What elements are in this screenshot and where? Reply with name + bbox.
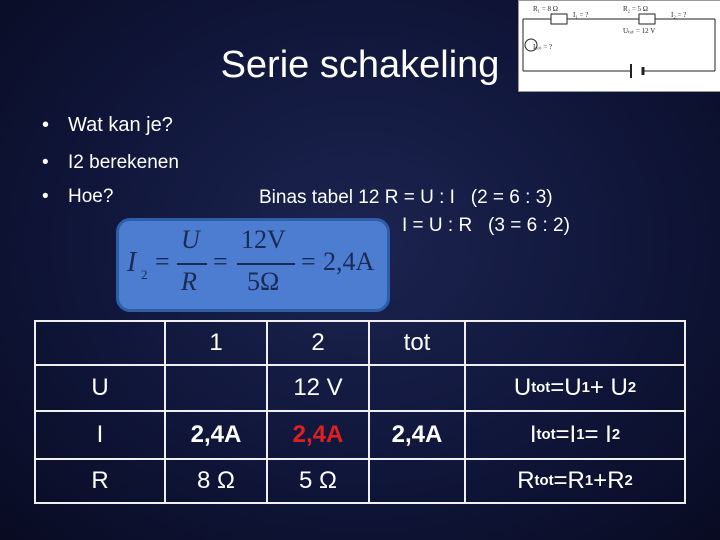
circuit-label-i1: I₁ = ? xyxy=(573,11,589,19)
cell-r-1: 8 Ω xyxy=(164,458,268,504)
cell-r-2: 5 Ω xyxy=(266,458,370,504)
table-header-cell xyxy=(34,320,166,366)
cell-r-tot xyxy=(368,458,466,504)
formula-result: 2,4A xyxy=(323,247,375,276)
circuit-label-i2: I₂ = ? xyxy=(671,11,687,19)
formula-frac2-bar xyxy=(237,263,295,265)
slide-title: Serie schakeling xyxy=(220,44,500,86)
cell-i-1: 2,4A xyxy=(164,410,268,460)
cell-u-2: 12 V xyxy=(266,364,370,412)
ohm-law-formula xyxy=(119,221,387,309)
bullet-dot-icon: • xyxy=(42,186,49,207)
formula-lhs: I xyxy=(127,247,137,278)
bullet-dot-icon: • xyxy=(42,114,50,136)
table-header-cell xyxy=(464,320,686,366)
row-label-u: U xyxy=(34,364,166,412)
formula-eq-2: = xyxy=(213,247,228,276)
bullet-hoe: • Hoe? xyxy=(42,186,114,207)
formula-frac2-num: 12V xyxy=(241,225,286,254)
formula-box xyxy=(116,218,390,312)
bullet-i2-berekenen: • I2 berekenen xyxy=(42,152,179,173)
circuit-label-r2: R₂ = 5 Ω xyxy=(623,5,649,13)
binas-line-2: I = U : R (3 = 6 : 2) xyxy=(402,215,570,236)
rule-r: R tot =R 1 +R 2 xyxy=(464,458,686,504)
cell-u-tot xyxy=(368,364,466,412)
circuit-label-utot: Uₜₒₜ = 12 V xyxy=(623,27,656,35)
formula-eq-3: = xyxy=(301,247,316,276)
row-label-i: I xyxy=(34,410,166,460)
cell-i-tot: 2,4A xyxy=(368,410,466,460)
table-header-col1: 1 xyxy=(164,320,268,366)
circuit-label-r1: R₁ = 8 Ω xyxy=(533,5,559,13)
formula-frac1-num: U xyxy=(181,225,200,254)
formula-frac1-bar xyxy=(177,263,207,265)
circuit-label-itot: Iₜₒₜ = ? xyxy=(533,43,553,51)
formula-frac1-den: R xyxy=(181,267,197,296)
formula-eq-1: = xyxy=(155,247,170,276)
circuit-diagram xyxy=(518,0,720,92)
formula-frac2-den: 5Ω xyxy=(247,267,280,296)
cell-u-1 xyxy=(164,364,268,412)
row-label-r: R xyxy=(34,458,166,504)
binas-line-1: Binas tabel 12 R = U : I (2 = 6 : 3) xyxy=(259,187,553,208)
formula-lhs-sub: 2 xyxy=(141,267,148,282)
table-header-tot: tot xyxy=(368,320,466,366)
rule-i: I tot =I 1 = I 2 xyxy=(464,410,686,460)
rule-u: U tot =U 1 + U 2 xyxy=(464,364,686,412)
table-header-col2: 2 xyxy=(266,320,370,366)
bullet-wat-kan-je: • Wat kan je? xyxy=(42,114,173,136)
cell-i-2: 2,4A xyxy=(266,410,370,460)
bullet-dot-icon: • xyxy=(42,152,49,173)
